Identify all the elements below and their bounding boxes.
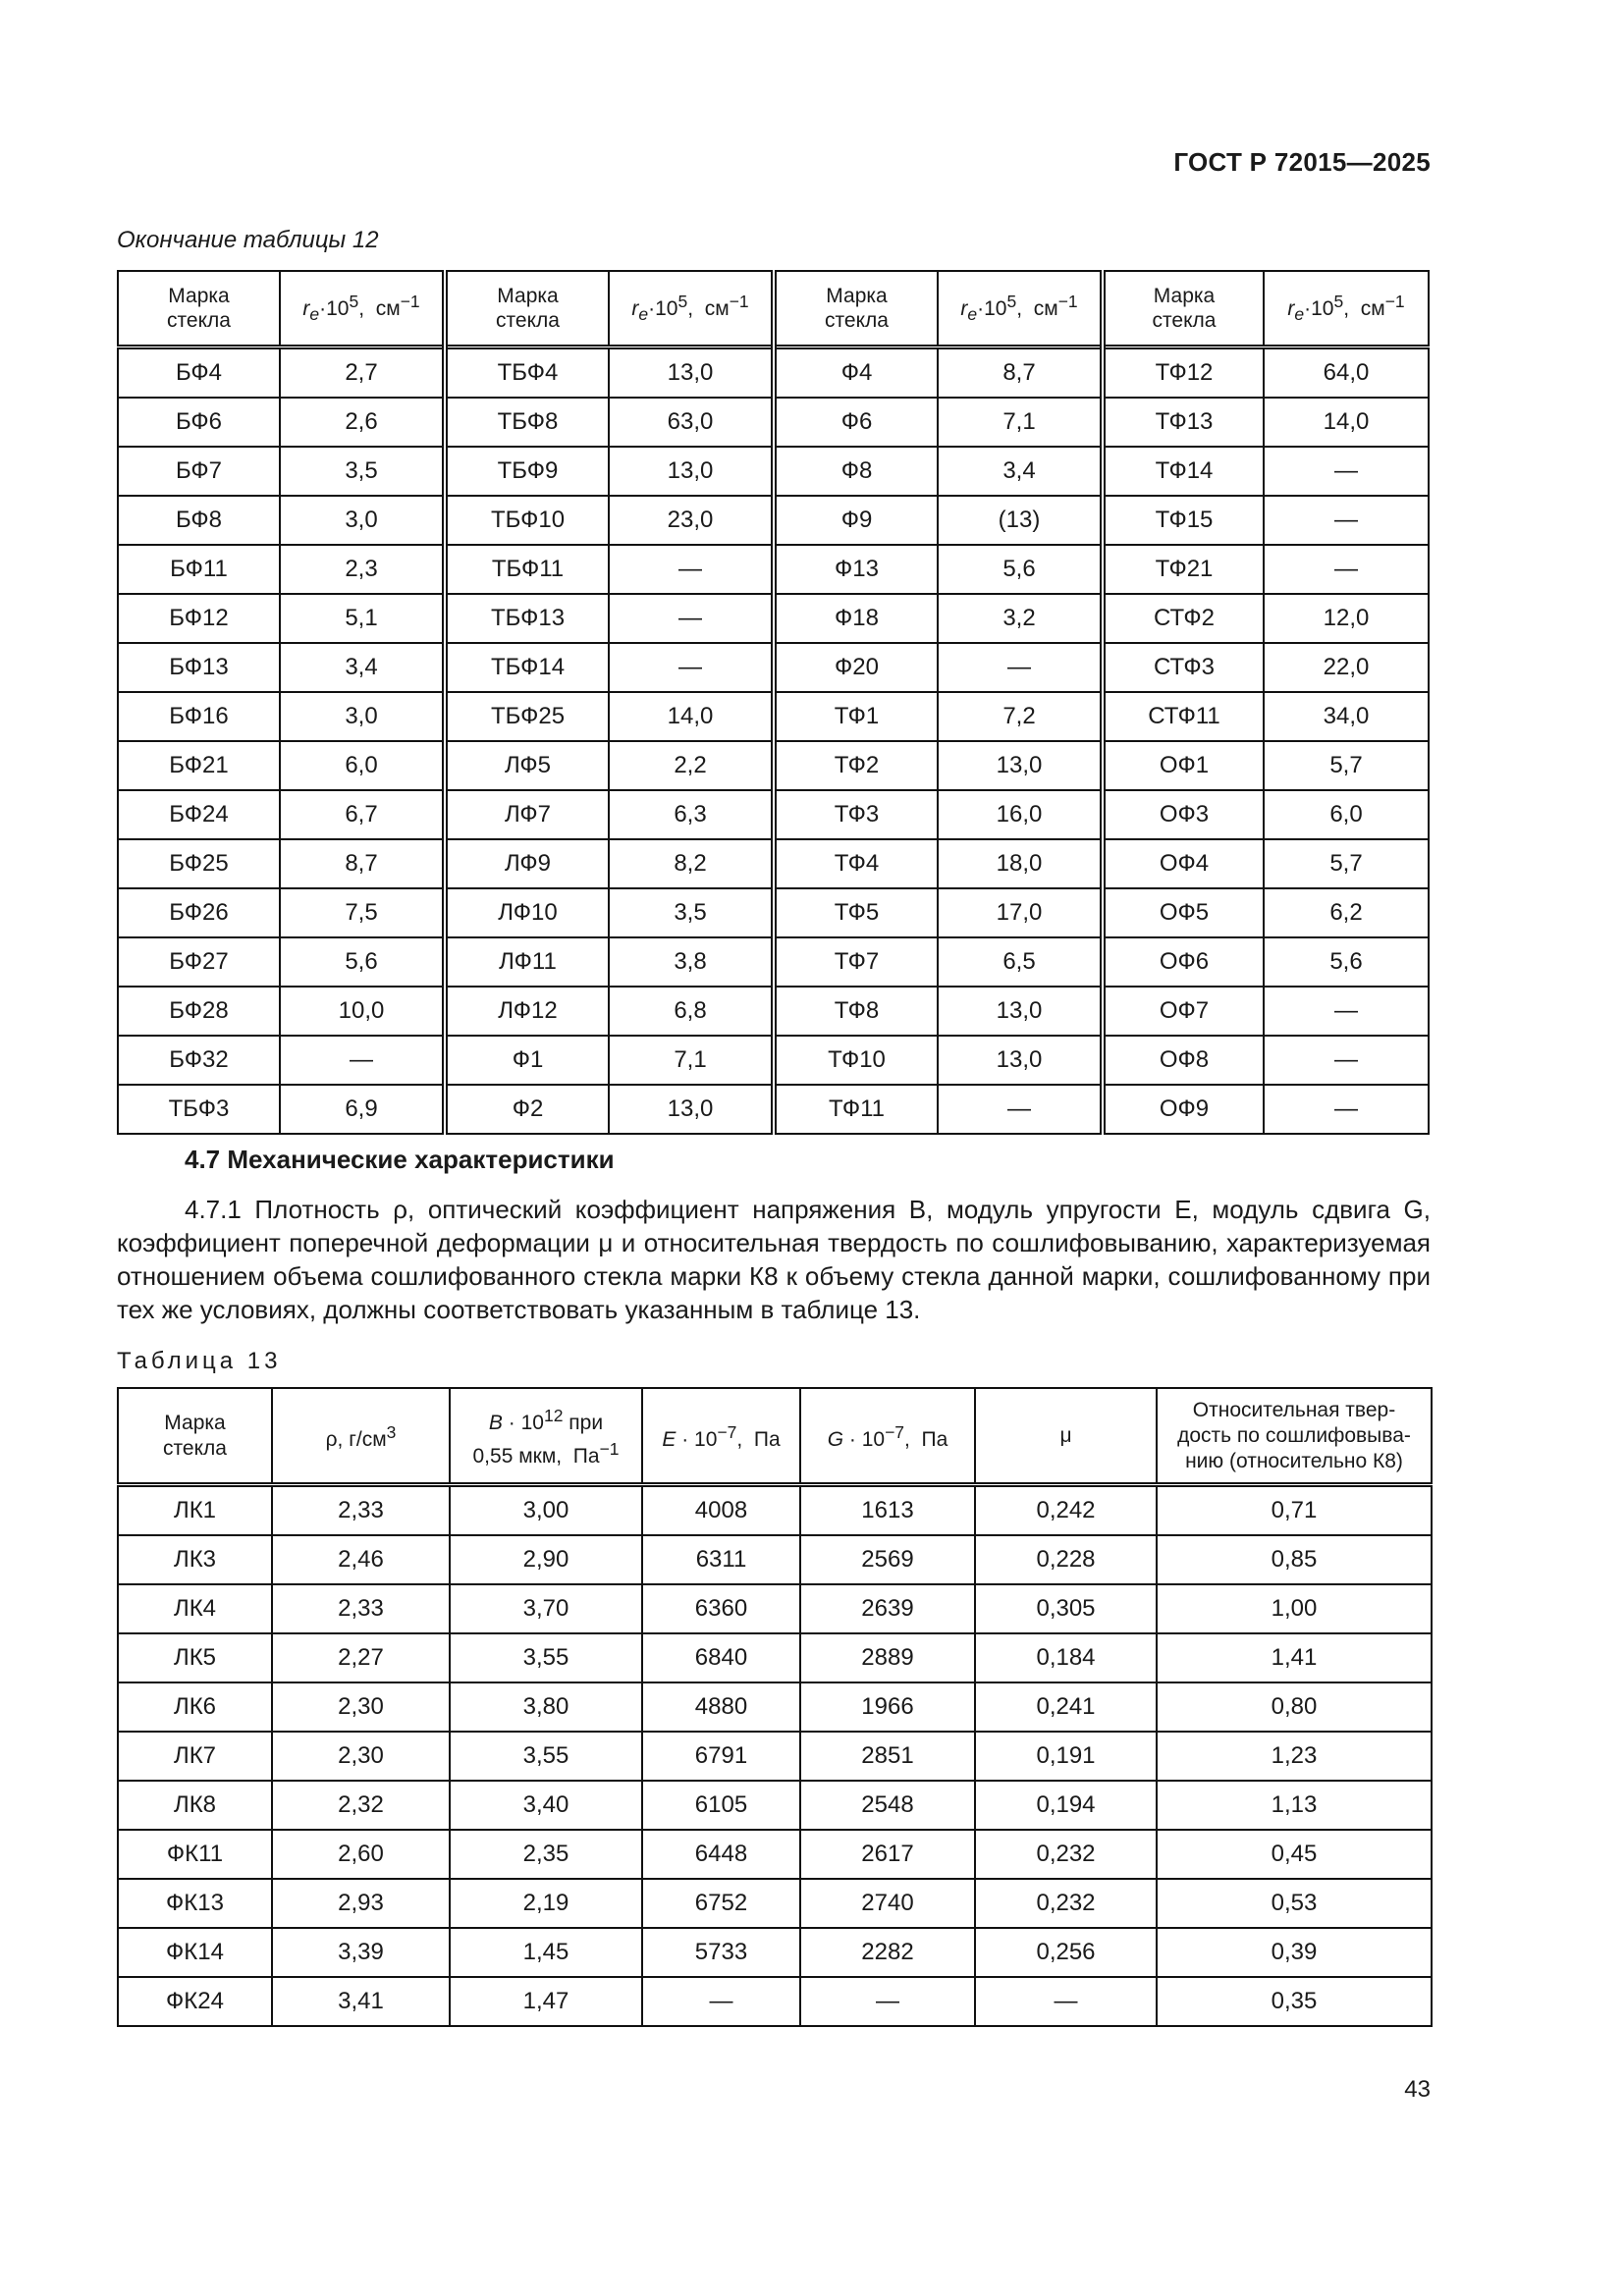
stress-coefficient-cell: 3,70 — [450, 1584, 642, 1633]
glass-mark-cell: БФ13 — [118, 643, 280, 692]
glass-mark-cell: ФК14 — [118, 1928, 272, 1977]
young-modulus-cell: 4880 — [642, 1682, 800, 1732]
page-number: 43 — [1404, 2076, 1431, 2103]
density-cell: 2,30 — [272, 1682, 450, 1732]
value-cell: 3,0 — [280, 692, 445, 741]
stress-coefficient-cell: 3,55 — [450, 1633, 642, 1682]
section-heading: 4.7 Механические характеристики — [185, 1145, 615, 1174]
glass-mark-cell: БФ4 — [118, 347, 280, 399]
glass-mark-cell: ФК24 — [118, 1977, 272, 2026]
table-12 — [117, 270, 1430, 1135]
value-cell: 7,5 — [280, 888, 445, 937]
value-cell: 10,0 — [280, 987, 445, 1036]
table-row — [118, 1830, 1432, 1879]
header-shear-modulus: $G \cdot 10^{-7}$, Па — [800, 1388, 975, 1485]
value-cell: — — [1264, 496, 1429, 545]
value-cell: 6,0 — [1264, 790, 1429, 839]
young-modulus-cell: — — [642, 1977, 800, 2026]
value-cell: 8,7 — [938, 347, 1103, 399]
header-mark: Марка стекла — [445, 271, 609, 347]
poisson-cell: 0,242 — [975, 1485, 1157, 1536]
value-cell: 6,7 — [280, 790, 445, 839]
glass-mark-cell: ТФ13 — [1103, 398, 1264, 447]
table-row — [118, 594, 1429, 643]
poisson-cell: 0,194 — [975, 1781, 1157, 1830]
value-cell: 3,4 — [938, 447, 1103, 496]
header-mark: Марка стекла — [118, 271, 280, 347]
shear-modulus-cell: 2617 — [800, 1830, 975, 1879]
value-cell: — — [1264, 987, 1429, 1036]
value-cell: — — [1264, 447, 1429, 496]
glass-mark-cell: СТФ11 — [1103, 692, 1264, 741]
value-cell: — — [1264, 1036, 1429, 1085]
glass-mark-cell: ТФ10 — [774, 1036, 938, 1085]
value-cell: 64,0 — [1264, 347, 1429, 399]
value-cell: 5,1 — [280, 594, 445, 643]
header-mark: Марка стекла — [774, 271, 938, 347]
glass-mark-cell: БФ12 — [118, 594, 280, 643]
value-cell: 6,5 — [938, 937, 1103, 987]
poisson-cell: — — [975, 1977, 1157, 2026]
glass-mark-cell: ТФ11 — [774, 1085, 938, 1134]
hardness-cell: 1,13 — [1157, 1781, 1432, 1830]
glass-mark-cell: ТБФ3 — [118, 1085, 280, 1134]
table-row — [118, 937, 1429, 987]
value-cell: 6,8 — [609, 987, 774, 1036]
glass-mark-cell: ТБФ25 — [445, 692, 609, 741]
value-cell: 16,0 — [938, 790, 1103, 839]
shear-modulus-cell: 2740 — [800, 1879, 975, 1928]
glass-mark-cell: ОФ7 — [1103, 987, 1264, 1036]
glass-mark-cell: ОФ8 — [1103, 1036, 1264, 1085]
glass-mark-cell: ОФ5 — [1103, 888, 1264, 937]
section-paragraph — [117, 1193, 1431, 1326]
glass-mark-cell: БФ11 — [118, 545, 280, 594]
glass-mark-cell: ТБФ8 — [445, 398, 609, 447]
value-cell: 7,1 — [938, 398, 1103, 447]
glass-mark-cell: ЛФ9 — [445, 839, 609, 888]
value-cell: 2,6 — [280, 398, 445, 447]
hardness-cell: 0,35 — [1157, 1977, 1432, 2026]
hardness-cell: 1,00 — [1157, 1584, 1432, 1633]
value-cell: 5,6 — [280, 937, 445, 987]
glass-mark-cell: ТФ3 — [774, 790, 938, 839]
young-modulus-cell: 6448 — [642, 1830, 800, 1879]
value-cell: 2,7 — [280, 347, 445, 399]
glass-mark-cell: БФ28 — [118, 987, 280, 1036]
value-cell: 5,7 — [1264, 741, 1429, 790]
glass-mark-cell: ТБФ4 — [445, 347, 609, 399]
value-cell: 3,0 — [280, 496, 445, 545]
glass-mark-cell: СТФ3 — [1103, 643, 1264, 692]
glass-mark-cell: ЛФ5 — [445, 741, 609, 790]
header-value: $r_e\cdot 10^5$, $см^{-1}$ — [280, 271, 445, 347]
glass-mark-cell: ТФ4 — [774, 839, 938, 888]
table-row — [118, 398, 1429, 447]
glass-mark-cell: БФ8 — [118, 496, 280, 545]
paragraph-text: 4.7.1 Плотность ρ, оптический коэффициент напряжения B, модуль упругости E, модуль сдвига G, коэффициент поперечной деформации μ и относительная твердость по сошлифовыванию, характеризуемая отношением объема сошлифованного стекла марки К8 к объему стекла данной марки, сошлифованному при тех же условиях, должны соответствовать указанным в таблице 13. — [117, 1195, 1431, 1324]
value-cell: 14,0 — [609, 692, 774, 741]
value-cell: 13,0 — [938, 741, 1103, 790]
table-row — [118, 1485, 1432, 1536]
shear-modulus-cell: 2639 — [800, 1584, 975, 1633]
glass-mark-cell: Ф4 — [774, 347, 938, 399]
glass-mark-cell: ОФ4 — [1103, 839, 1264, 888]
stress-coefficient-cell: 1,47 — [450, 1977, 642, 2026]
table-row — [118, 839, 1429, 888]
glass-mark-cell: Ф1 — [445, 1036, 609, 1085]
density-cell: 2,33 — [272, 1584, 450, 1633]
glass-mark-cell: ОФ3 — [1103, 790, 1264, 839]
value-cell: 17,0 — [938, 888, 1103, 937]
glass-mark-cell: ОФ9 — [1103, 1085, 1264, 1134]
shear-modulus-cell: 2282 — [800, 1928, 975, 1977]
glass-mark-cell: ТФ15 — [1103, 496, 1264, 545]
table-row — [118, 987, 1429, 1036]
stress-coefficient-cell: 3,40 — [450, 1781, 642, 1830]
glass-mark-cell: ТБФ14 — [445, 643, 609, 692]
table-row — [118, 347, 1429, 399]
table-row — [118, 888, 1429, 937]
density-cell: 3,39 — [272, 1928, 450, 1977]
glass-mark-cell: БФ26 — [118, 888, 280, 937]
table-row — [118, 545, 1429, 594]
glass-mark-cell: БФ6 — [118, 398, 280, 447]
glass-mark-cell: ЛФ10 — [445, 888, 609, 937]
value-cell: 18,0 — [938, 839, 1103, 888]
glass-mark-cell: ОФ6 — [1103, 937, 1264, 987]
header-hardness: Относительная твер- дость по сошлифовыва- нию (относительно К8) — [1157, 1388, 1432, 1485]
table-row — [118, 447, 1429, 496]
glass-mark-cell: ЛФ7 — [445, 790, 609, 839]
poisson-cell: 0,241 — [975, 1682, 1157, 1732]
glass-mark-cell: БФ7 — [118, 447, 280, 496]
density-cell: 3,41 — [272, 1977, 450, 2026]
glass-mark-cell: ЛК8 — [118, 1781, 272, 1830]
value-cell: 7,1 — [609, 1036, 774, 1085]
glass-mark-cell: ТБФ9 — [445, 447, 609, 496]
value-cell: 12,0 — [1264, 594, 1429, 643]
glass-mark-cell: Ф9 — [774, 496, 938, 545]
young-modulus-cell: 6791 — [642, 1732, 800, 1781]
value-cell: 34,0 — [1264, 692, 1429, 741]
young-modulus-cell: 6840 — [642, 1633, 800, 1682]
hardness-cell: 0,53 — [1157, 1879, 1432, 1928]
poisson-cell: 0,228 — [975, 1535, 1157, 1584]
glass-mark-cell: ЛК5 — [118, 1633, 272, 1682]
value-cell: 3,2 — [938, 594, 1103, 643]
value-cell: 13,0 — [609, 1085, 774, 1134]
glass-mark-cell: ЛК4 — [118, 1584, 272, 1633]
value-cell: 6,3 — [609, 790, 774, 839]
value-cell: 6,2 — [1264, 888, 1429, 937]
stress-coefficient-cell: 1,45 — [450, 1928, 642, 1977]
table-row — [118, 1584, 1432, 1633]
value-cell: — — [609, 545, 774, 594]
value-cell: 3,5 — [280, 447, 445, 496]
shear-modulus-cell: 2851 — [800, 1732, 975, 1781]
table-row — [118, 1928, 1432, 1977]
density-cell: 2,60 — [272, 1830, 450, 1879]
glass-mark-cell: ЛК7 — [118, 1732, 272, 1781]
glass-mark-cell: Ф20 — [774, 643, 938, 692]
table-13-header-row — [118, 1388, 1432, 1485]
glass-mark-cell: ТФ8 — [774, 987, 938, 1036]
value-cell: — — [609, 594, 774, 643]
stress-coefficient-cell: 2,90 — [450, 1535, 642, 1584]
glass-mark-cell: ТФ2 — [774, 741, 938, 790]
stress-coefficient-cell: 3,55 — [450, 1732, 642, 1781]
header-mark: Марка стекла — [1103, 271, 1264, 347]
hardness-cell: 0,45 — [1157, 1830, 1432, 1879]
glass-mark-cell: ТФ1 — [774, 692, 938, 741]
stress-coefficient-cell: 3,80 — [450, 1682, 642, 1732]
value-cell: (13) — [938, 496, 1103, 545]
hardness-cell: 1,41 — [1157, 1633, 1432, 1682]
young-modulus-cell: 6105 — [642, 1781, 800, 1830]
table-row — [118, 496, 1429, 545]
young-modulus-cell: 6360 — [642, 1584, 800, 1633]
value-cell: 23,0 — [609, 496, 774, 545]
header-poisson: μ — [975, 1388, 1157, 1485]
glass-mark-cell: ОФ1 — [1103, 741, 1264, 790]
poisson-cell: 0,184 — [975, 1633, 1157, 1682]
glass-mark-cell: ЛК1 — [118, 1485, 272, 1536]
hardness-cell: 0,80 — [1157, 1682, 1432, 1732]
header-value: $r_e\cdot 10^5$, $см^{-1}$ — [938, 271, 1103, 347]
glass-mark-cell: ЛФ11 — [445, 937, 609, 987]
table-row — [118, 1085, 1429, 1134]
value-cell: 3,4 — [280, 643, 445, 692]
glass-mark-cell: БФ16 — [118, 692, 280, 741]
table-row — [118, 1036, 1429, 1085]
table-row — [118, 1879, 1432, 1928]
table-row — [118, 790, 1429, 839]
document-id: ГОСТ Р 72015—2025 — [1173, 147, 1431, 177]
hardness-cell: 1,23 — [1157, 1732, 1432, 1781]
value-cell: — — [1264, 1085, 1429, 1134]
shear-modulus-cell: 1613 — [800, 1485, 975, 1536]
glass-mark-cell: Ф13 — [774, 545, 938, 594]
glass-mark-cell: ТФ21 — [1103, 545, 1264, 594]
glass-mark-cell: БФ27 — [118, 937, 280, 987]
shear-modulus-cell: — — [800, 1977, 975, 2026]
value-cell: 13,0 — [938, 987, 1103, 1036]
table-12-header-row — [118, 271, 1429, 347]
glass-mark-cell: ФК11 — [118, 1830, 272, 1879]
value-cell: 5,6 — [1264, 937, 1429, 987]
shear-modulus-cell: 2889 — [800, 1633, 975, 1682]
header-value: $r_e\cdot 10^5$, $см^{-1}$ — [609, 271, 774, 347]
value-cell: 13,0 — [938, 1036, 1103, 1085]
header-young-modulus: $E \cdot 10^{-7}$, Па — [642, 1388, 800, 1485]
glass-mark-cell: ТБФ11 — [445, 545, 609, 594]
value-cell: 6,0 — [280, 741, 445, 790]
density-cell: 2,93 — [272, 1879, 450, 1928]
young-modulus-cell: 6311 — [642, 1535, 800, 1584]
glass-mark-cell: ФК13 — [118, 1879, 272, 1928]
glass-mark-cell: ТФ14 — [1103, 447, 1264, 496]
table-row — [118, 1781, 1432, 1830]
value-cell: 5,7 — [1264, 839, 1429, 888]
value-cell: 13,0 — [609, 447, 774, 496]
hardness-cell: 0,39 — [1157, 1928, 1432, 1977]
glass-mark-cell: ТБФ10 — [445, 496, 609, 545]
density-cell: 2,30 — [272, 1732, 450, 1781]
glass-mark-cell: БФ32 — [118, 1036, 280, 1085]
table-13-title: Таблица 13 — [117, 1348, 282, 1374]
header-stress-coefficient: $B \cdot 10^{12}$ при 0,55 мкм, $Па^{-1}$ — [450, 1388, 642, 1485]
density-cell: 2,33 — [272, 1485, 450, 1536]
value-cell: 3,8 — [609, 937, 774, 987]
density-cell: 2,27 — [272, 1633, 450, 1682]
shear-modulus-cell: 1966 — [800, 1682, 975, 1732]
shear-modulus-cell: 2548 — [800, 1781, 975, 1830]
value-cell: 13,0 — [609, 347, 774, 399]
young-modulus-cell: 5733 — [642, 1928, 800, 1977]
value-cell: — — [938, 1085, 1103, 1134]
shear-modulus-cell: 2569 — [800, 1535, 975, 1584]
value-cell: — — [280, 1036, 445, 1085]
poisson-cell: 0,305 — [975, 1584, 1157, 1633]
hardness-cell: 0,85 — [1157, 1535, 1432, 1584]
table-row — [118, 1633, 1432, 1682]
stress-coefficient-cell: 2,35 — [450, 1830, 642, 1879]
table-13 — [117, 1387, 1433, 2027]
poisson-cell: 0,232 — [975, 1879, 1157, 1928]
header-value: $r_e\cdot 10^5$, $см^{-1}$ — [1264, 271, 1429, 347]
value-cell: 8,7 — [280, 839, 445, 888]
glass-mark-cell: Ф2 — [445, 1085, 609, 1134]
value-cell: 3,5 — [609, 888, 774, 937]
density-cell: 2,32 — [272, 1781, 450, 1830]
glass-mark-cell: ЛК3 — [118, 1535, 272, 1584]
glass-mark-cell: Ф6 — [774, 398, 938, 447]
header-density: ρ, $г/см^3$ — [272, 1388, 450, 1485]
glass-mark-cell: БФ25 — [118, 839, 280, 888]
young-modulus-cell: 4008 — [642, 1485, 800, 1536]
glass-mark-cell: СТФ2 — [1103, 594, 1264, 643]
table-row — [118, 1535, 1432, 1584]
table-row — [118, 692, 1429, 741]
glass-mark-cell: Ф8 — [774, 447, 938, 496]
glass-mark-cell: БФ24 — [118, 790, 280, 839]
value-cell: 5,6 — [938, 545, 1103, 594]
table-row — [118, 741, 1429, 790]
value-cell: — — [609, 643, 774, 692]
density-cell: 2,46 — [272, 1535, 450, 1584]
glass-mark-cell: ТФ7 — [774, 937, 938, 987]
header-mark: Марка стекла — [118, 1388, 272, 1485]
stress-coefficient-cell: 2,19 — [450, 1879, 642, 1928]
value-cell: 7,2 — [938, 692, 1103, 741]
value-cell: 6,9 — [280, 1085, 445, 1134]
glass-mark-cell: ТБФ13 — [445, 594, 609, 643]
table-row — [118, 1682, 1432, 1732]
glass-mark-cell: ЛФ12 — [445, 987, 609, 1036]
poisson-cell: 0,256 — [975, 1928, 1157, 1977]
value-cell: 2,3 — [280, 545, 445, 594]
glass-mark-cell: ЛК6 — [118, 1682, 272, 1732]
glass-mark-cell: БФ21 — [118, 741, 280, 790]
glass-mark-cell: Ф18 — [774, 594, 938, 643]
stress-coefficient-cell: 3,00 — [450, 1485, 642, 1536]
value-cell: 22,0 — [1264, 643, 1429, 692]
value-cell: 2,2 — [609, 741, 774, 790]
hardness-cell: 0,71 — [1157, 1485, 1432, 1536]
table-12-continuation-caption: Окончание таблицы 12 — [117, 227, 379, 253]
value-cell: — — [1264, 545, 1429, 594]
value-cell: 63,0 — [609, 398, 774, 447]
value-cell: — — [938, 643, 1103, 692]
young-modulus-cell: 6752 — [642, 1879, 800, 1928]
table-row — [118, 1977, 1432, 2026]
table-row — [118, 1732, 1432, 1781]
glass-mark-cell: ТФ12 — [1103, 347, 1264, 399]
value-cell: 8,2 — [609, 839, 774, 888]
value-cell: 14,0 — [1264, 398, 1429, 447]
poisson-cell: 0,232 — [975, 1830, 1157, 1879]
glass-mark-cell: ТФ5 — [774, 888, 938, 937]
table-row — [118, 643, 1429, 692]
poisson-cell: 0,191 — [975, 1732, 1157, 1781]
